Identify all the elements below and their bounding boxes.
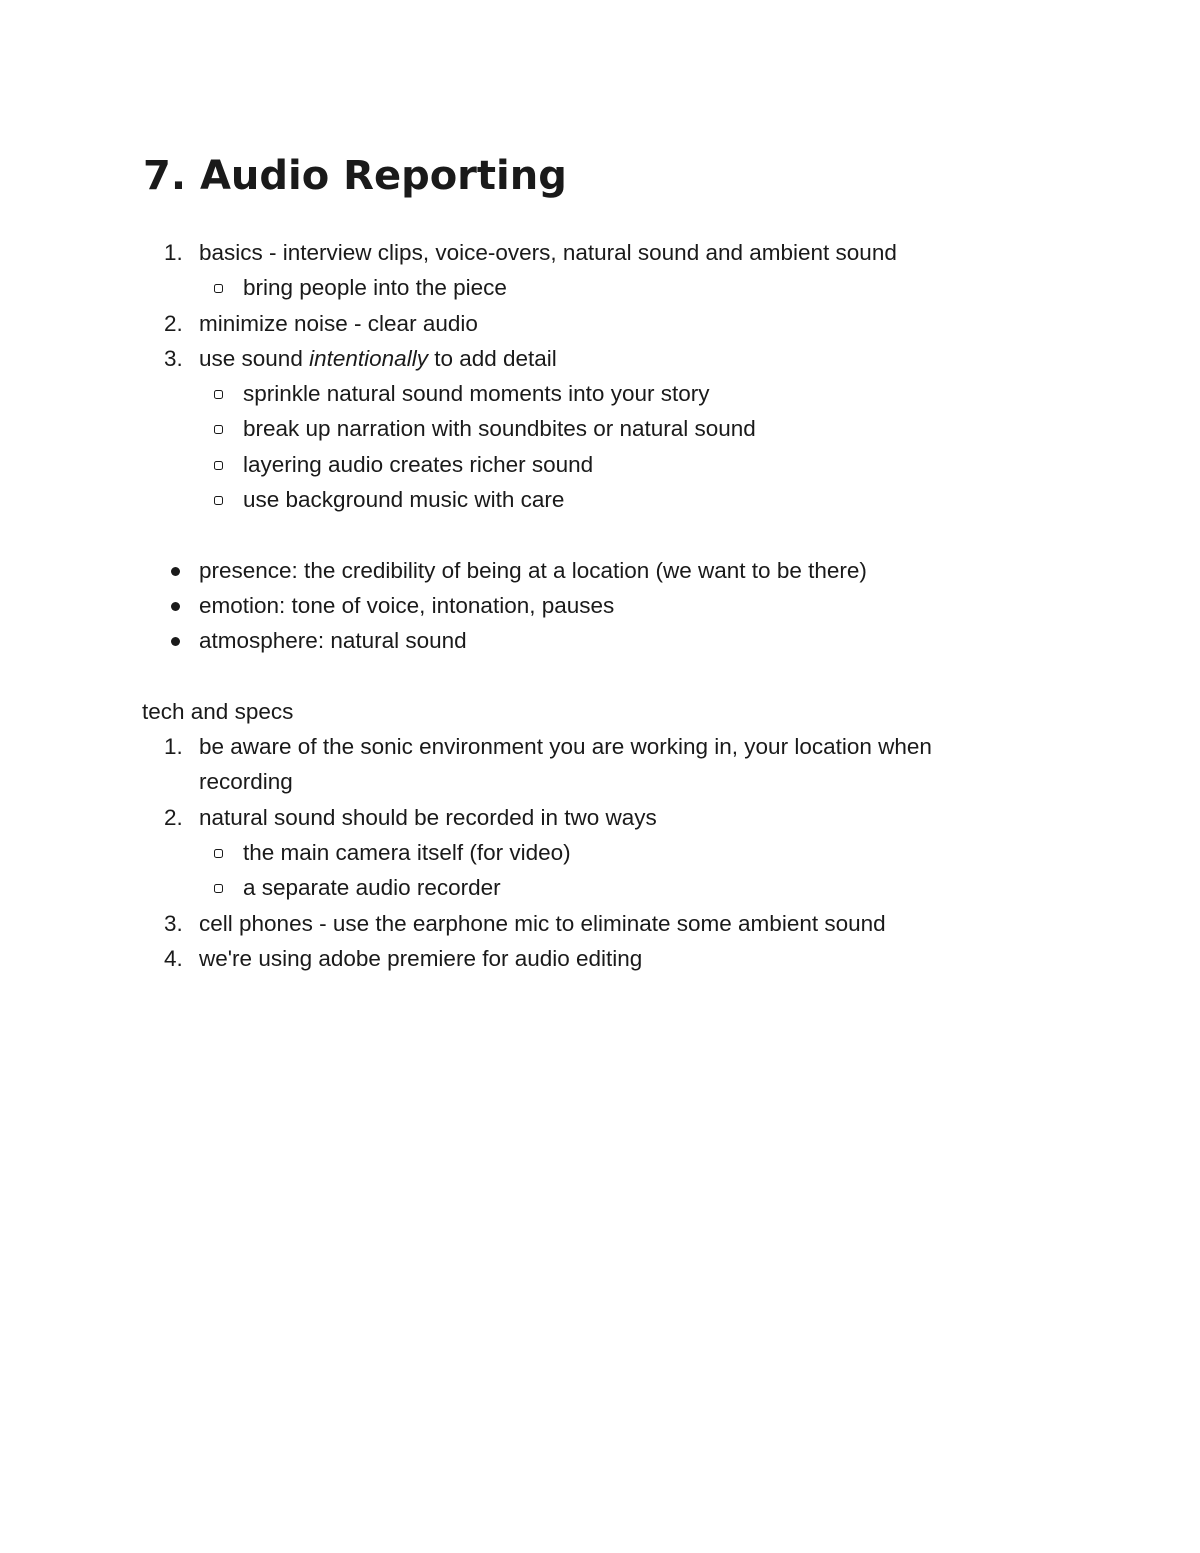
list-item-text: to add detail (434, 346, 557, 371)
list-item: cell phones - use the earphone mic to eliminate some ambient sound (199, 911, 886, 936)
sub-list-item: layering audio creates richer sound (243, 452, 594, 477)
bullet-item: presence: the credibility of being at a location (we want to be there) (199, 558, 867, 583)
list-marker: 1. (164, 734, 183, 759)
sub-list-item: bring people into the piece (243, 275, 507, 300)
list-item (199, 341, 557, 376)
hollow-square-bullet-icon (214, 849, 223, 858)
filled-bullet-icon (171, 567, 180, 576)
list-item: basics - interview clips, voice-overs, natural sound and ambient sound (199, 240, 897, 265)
hollow-square-bullet-icon (214, 390, 223, 399)
list-marker: 1. (164, 240, 183, 265)
sub-list-item: use background music with care (243, 487, 565, 512)
hollow-square-bullet-icon (214, 461, 223, 470)
section-heading: tech and specs (142, 699, 294, 724)
sub-list-item: sprinkle natural sound moments into your story (243, 381, 710, 406)
emphasized-text: intentionally (309, 346, 428, 371)
hollow-square-bullet-icon (214, 496, 223, 505)
hollow-square-bullet-icon (214, 425, 223, 434)
bullet-item: emotion: tone of voice, intonation, pauses (199, 593, 615, 618)
bullet-item: atmosphere: natural sound (199, 628, 467, 653)
list-item: natural sound should be recorded in two ways (199, 805, 657, 830)
filled-bullet-icon (171, 637, 180, 646)
page-title: 7. Audio Reporting (143, 153, 567, 199)
list-item: be aware of the sonic environment you are working in, your location when (199, 734, 932, 759)
list-item: we're using adobe premiere for audio editing (199, 946, 643, 971)
hollow-square-bullet-icon (214, 284, 223, 293)
sub-list-item: break up narration with soundbites or natural sound (243, 416, 756, 441)
sub-list-item: the main camera itself (for video) (243, 840, 571, 865)
hollow-square-bullet-icon (214, 884, 223, 893)
list-item-continuation: recording (199, 769, 293, 794)
list-marker: 4. (164, 946, 183, 971)
list-marker: 3. (164, 346, 183, 371)
list-item-text: use sound (199, 346, 303, 371)
sub-list-item: a separate audio recorder (243, 875, 501, 900)
filled-bullet-icon (171, 602, 180, 611)
list-marker: 2. (164, 311, 183, 336)
list-marker: 2. (164, 805, 183, 830)
list-item: minimize noise - clear audio (199, 311, 478, 336)
list-marker: 3. (164, 911, 183, 936)
